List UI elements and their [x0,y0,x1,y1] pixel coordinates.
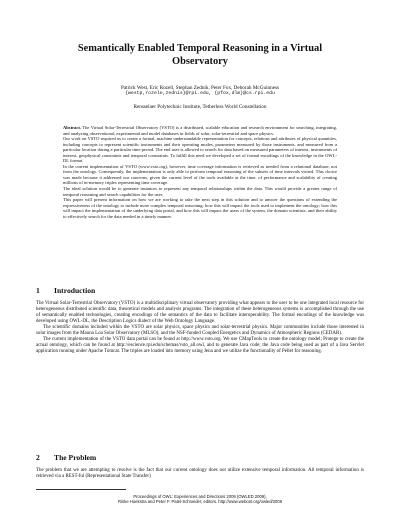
abstract-paragraph: This paper will present information on how we are working to take the next step in this solution and to answer the questions of extending the expressiveness of the ontology to include more complex temporal reasoning; how this will impact the tools used to implement the ontology; how this will impact the implementation of the underlying data portal, and how this will impact the users of the system, the domain scientists, and their ability to effectively search for the data needed in a timely manner. [63,197,337,219]
affiliation: Rensselaer Polytechnic Institute, Tetherless World Constellation [133,104,267,110]
section-heading-problem [36,453,96,462]
abstract-paragraph: Our work on VSTO required us to create a formal, machine understandable representation for concepts, relations and attributes of physical quantities, including concepts to represent scientific instruments and their operating modes, parameters measured by those instruments, and measured from a particular location during a particular time period. The end user is allowed to search for data based on measured parameters of interest, instruments of interest, geophysical constraints and temporal constraints. To fulfill this need we developed a set of formal encodings of the knowledge in the OWL-DL format. [63,136,337,164]
title-line-2: Observatory [172,56,228,67]
author-block [32,85,368,98]
section-body-problem [36,468,364,480]
section-title: Introduction [54,286,96,295]
author-names: Patrick West, Eric Rozell, Stephan Zednik, Peter Fox, Deborah McGuinness [120,85,280,91]
body-paragraph: The Virtual Solar-Terrestrial Observatory (VSTO) is a multidisciplinary virtual observatory providing what appears to the user to be one integrated local resource for heterogeneous distributed scientific data, theoretical models and analysis programs. The integration of these heterogeneous systems is accomplished through the use of semantically enabled technologies, creating encodings of the semantics of the data to facilitate interoperability. The formal encodings of the knowledge was developed using OWL-DL, the Description Logics dialect of the Web Ontology Language. [36,301,364,325]
section-heading-introduction [36,286,95,295]
page-footer [36,494,364,504]
abstract [63,125,337,219]
body-paragraph: The current implementation of the VSTO data portal can be found at http://www.vsto.org. We use CMapTools to create the ontology model; Protege to create the actual ontology, which can be found at http://escience.rpi.edu/schemas/vsto_all.owl, and to generate Java code; the Java code being used as part of a Java Servlet application running under Apache Tomcat. The triples are loaded into memory using Jena and we utilize the functionality of Pellet for reasoning. [36,337,364,355]
body-paragraph: The problem that we are attempting to resolve is the fact that our current ontology does not utilize extensive temporal information. All temporal information is retrieved via a REST-ful (Representational State Transfer) [36,468,364,480]
section-title: The Problem [54,453,97,462]
section-number: 1 [36,286,40,295]
footer-divider [36,489,126,490]
title-line-1: Semantically Enabled Temporal Reasoning in a Virtual [77,43,323,54]
author-emails: {westp,rozele,zednis}@rpi.edu, {pfox,dlm}@cs.rpi.edu [125,91,275,97]
section-number: 2 [36,453,40,462]
body-paragraph: The scientific domains included within the VSTO are solar physics, space physics and solar-terrestrial physics. Major communities include those interested in solar images from the Mauna Loa Solar Observatory (MLSO), and the NSF-funded Coupled Energetics and Dynamics of Atmospheric Regions (CEDAR). [36,325,364,337]
abstract-paragraph: The ideal solution would be to generate instances to represent any temporal relationships within the data. This would provide a greater range of temporal reasoning and search capabilities for the user. [63,186,337,197]
abstract-label: Abstract. [63,125,82,130]
abstract-paragraph: In the current implementation of VSTO (www.vsto.org), however, time coverage information is retrieved as needed from a relational database, not from the ontology. Consequently, the implementation is only able to perform temporal reasoning of the subsets of time intervals visited. This choice was made because it addressed our concerns, given the current level of the tools available at the time, of performance and scalability of creating millions of in-memory triples representing time coverage. [63,163,337,186]
footer-line-2: Rinke Hoekstra and Peter F. Patel-Schneider, editors. http://www.webont.org/owled/2009 [117,499,283,505]
abstract-text: The Virtual Solar-Terrestrial Observatory (VSTO) is a distributed, scalable education and research environment for searching, integrating, and analyzing observational, experimental and model databases in fields of solar, solar-terrestrial and space physics. [63,125,337,136]
paper-title [32,42,368,68]
section-body-introduction [36,301,364,355]
footer-line-1: Proceedings of OWL: Experiences and Directions 2009 (OWLED 2009), [133,494,267,499]
abstract-paragraph [63,125,337,136]
